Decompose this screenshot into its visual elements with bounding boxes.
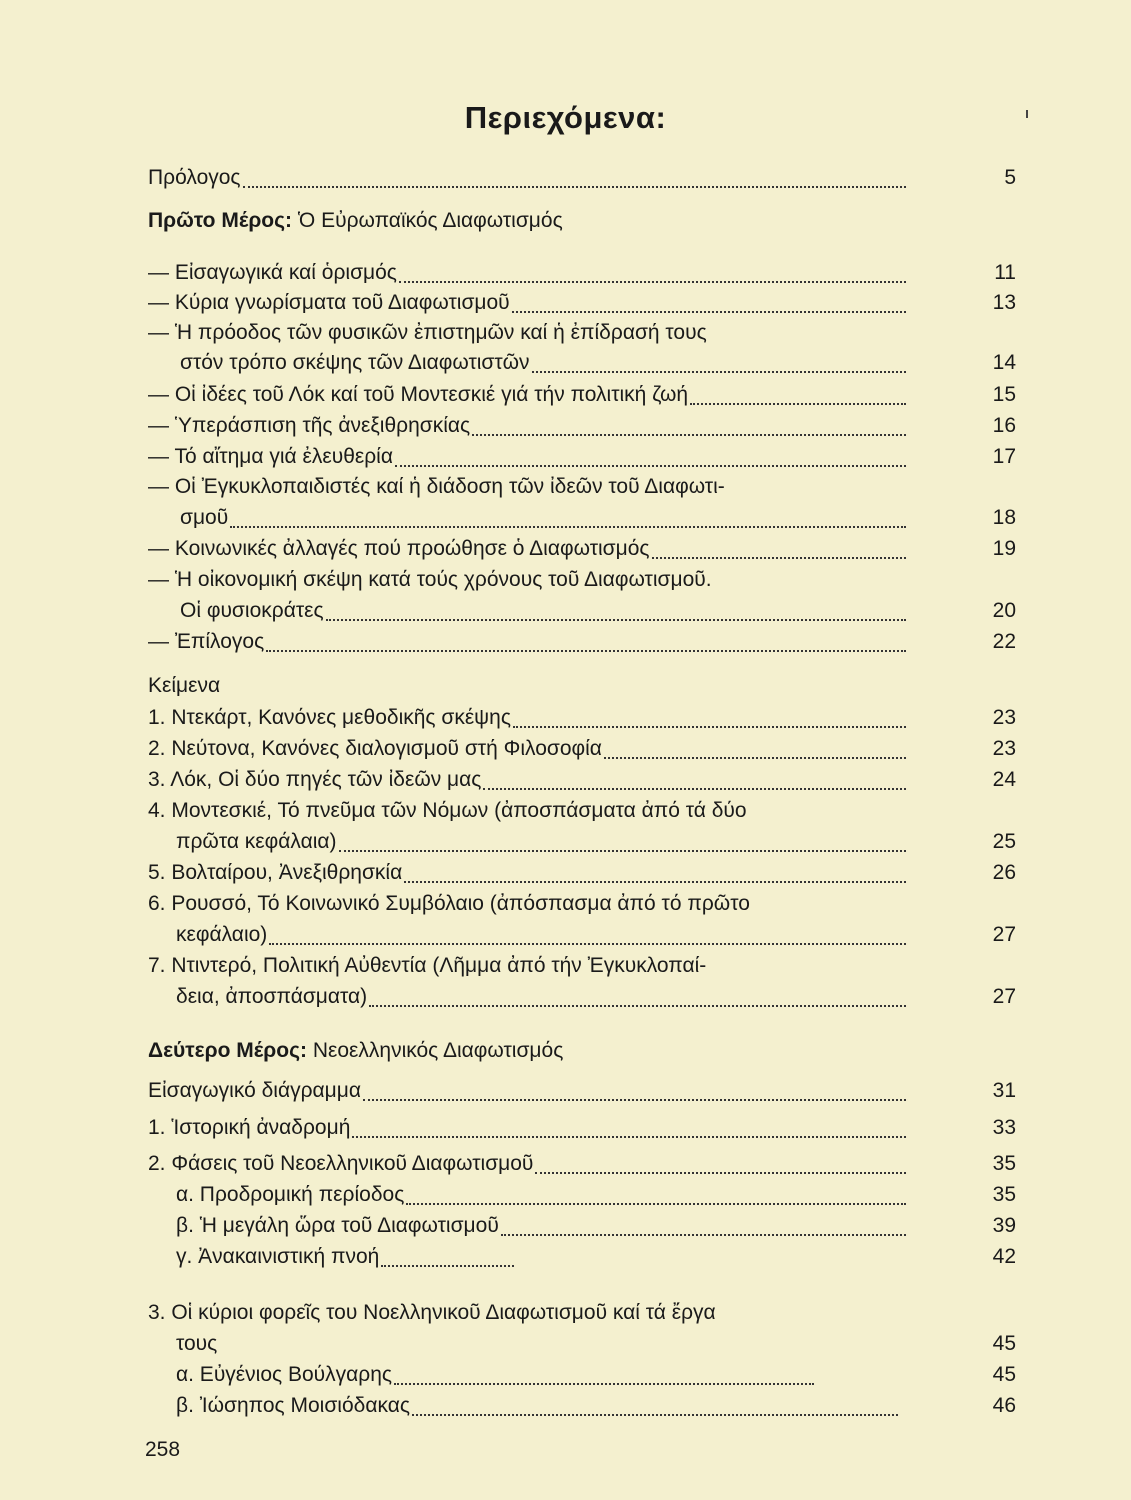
toc-entry xyxy=(148,858,908,888)
entry-text: στόν τρόπο σκέψης τῶν Διαφωτιστῶν xyxy=(180,351,530,374)
page-number: 13 xyxy=(992,291,1016,314)
texts-heading: Κείμενα xyxy=(148,674,221,697)
toc-entry-line1: 6. Ρουσσό, Τό Κοινωνικό Συμβόλαιο (ἀπόσπασμα ἀπό τό πρῶτο xyxy=(148,892,750,915)
leader-dots xyxy=(513,725,906,728)
page-number: 35 xyxy=(992,1183,1016,1206)
entry-text: 2. Νεύτονα, Κανόνες διαλογισμοῦ στή Φιλοσοφία xyxy=(148,737,602,760)
leader-dots xyxy=(326,618,906,621)
page-number: 17 xyxy=(992,445,1016,468)
entry-text: Εἰσαγωγικό διάγραμμα xyxy=(148,1079,362,1102)
leader-dots xyxy=(604,756,906,759)
toc-entry xyxy=(176,1211,908,1241)
entry-text: — Οἱ ἰδέες τοῦ Λόκ καί τοῦ Μοντεσκιέ γιά τήν πολιτική ζωή xyxy=(148,383,689,406)
toc-entry xyxy=(176,1180,908,1210)
page-number: 35 xyxy=(992,1152,1016,1175)
leader-dots xyxy=(535,1171,906,1174)
page-number: 16 xyxy=(992,414,1016,437)
leader-dots xyxy=(339,849,906,852)
page-number: 15 xyxy=(992,383,1016,406)
entry-text: σμοῦ xyxy=(180,506,229,529)
page-number: 23 xyxy=(992,706,1016,729)
toc-entry xyxy=(148,380,908,410)
entry-text: Πρόλογος xyxy=(148,166,241,189)
leader-dots xyxy=(483,787,906,790)
toc-entry-line1: — Ἡ πρόοδος τῶν φυσικῶν ἐπιστημῶν καί ἡ ἐπίδρασή τους xyxy=(148,321,707,344)
toc-entry xyxy=(148,442,908,472)
entry-text: α. Προδρομική περίοδος xyxy=(176,1183,405,1206)
toc-entry xyxy=(176,1360,816,1390)
entry-text: 1. Ἱστορική ἀναδρομή xyxy=(148,1116,351,1139)
part1-heading xyxy=(148,206,563,236)
entry-text: — Τό αἴτημα γιά ἐλευθερία xyxy=(148,445,393,468)
part2-heading-bold: Δεύτερο Μέρος: xyxy=(148,1039,307,1062)
page-number: 20 xyxy=(992,599,1016,622)
entry-text: β. Ἡ μεγάλη ὥρα τοῦ Διαφωτισμοῦ xyxy=(176,1214,499,1237)
page-number: 5 xyxy=(1004,166,1016,189)
leader-dots xyxy=(472,433,906,436)
folio-page-number: 258 xyxy=(145,1438,181,1461)
toc-entry-prologue xyxy=(148,163,908,193)
page-number: 26 xyxy=(992,861,1016,884)
page-number: 45 xyxy=(992,1363,1016,1386)
leader-dots xyxy=(269,942,906,945)
toc-entry-line1: — Ἡ οἰκονομική σκέψη κατά τούς χρόνους τοῦ Διαφωτισμοῦ. xyxy=(148,568,712,591)
entry-text: Οἱ φυσιοκράτες xyxy=(180,599,324,622)
page-number: 23 xyxy=(992,737,1016,760)
toc-entry-line2 xyxy=(176,982,908,1012)
leader-dots xyxy=(352,1135,906,1138)
part1-heading-bold: Πρῶτο Μέρος: xyxy=(148,209,293,232)
toc-entry xyxy=(148,734,908,764)
toc-entry xyxy=(148,703,908,733)
leader-dots xyxy=(381,1264,514,1267)
entry-text: κεφάλαιο) xyxy=(176,923,268,946)
page-number: 25 xyxy=(992,830,1016,853)
leader-dots xyxy=(532,370,906,373)
page-number: 27 xyxy=(992,923,1016,946)
leader-dots xyxy=(363,1098,906,1101)
toc-entry xyxy=(148,411,908,441)
entry-text: β. Ἰώσηπος Μοισιόδακας xyxy=(176,1394,410,1417)
toc-entry-line2 xyxy=(180,596,908,626)
leader-dots xyxy=(406,1202,906,1205)
entry-text: 1. Ντεκάρτ, Κανόνες μεθοδικῆς σκέψης xyxy=(148,706,511,729)
toc-entry xyxy=(148,627,908,657)
entry-text: α. Εὐγένιος Βούλγαρης xyxy=(176,1363,393,1386)
entry-text: — Εἰσαγωγικά καί ὁρισμός xyxy=(148,261,397,284)
part2-heading xyxy=(148,1036,563,1066)
entry-text: — Ὑπεράσπιση τῆς ἀνεξιθρησκίας xyxy=(148,414,471,437)
part1-heading-rest: Ὁ Εὐρωπαϊκός Διαφωτισμός xyxy=(292,209,563,232)
leader-dots xyxy=(395,464,906,467)
page-number: 31 xyxy=(992,1079,1016,1102)
page-number: 33 xyxy=(992,1116,1016,1139)
toc-entry-line1: 4. Μοντεσκιέ, Τό πνεῦμα τῶν Νόμων (ἀποσπάσματα ἀπό τά δύο xyxy=(148,799,747,822)
page-number: 27 xyxy=(992,985,1016,1008)
toc-entry-line1: — Οἱ Ἐγκυκλοπαιδιστές καί ἡ διάδοση τῶν ἰδεῶν τοῦ Διαφωτι- xyxy=(148,475,725,498)
leader-dots xyxy=(501,1233,906,1236)
toc-entry xyxy=(148,288,908,318)
leader-dots xyxy=(230,525,906,528)
leader-dots xyxy=(690,402,906,405)
entry-text: — Ἐπίλογος xyxy=(148,630,265,653)
page-number: 11 xyxy=(994,261,1016,284)
toc-entry xyxy=(176,1391,900,1421)
toc-entry xyxy=(148,258,908,288)
toc-entry-line2 xyxy=(180,503,908,533)
entry-text: — Κύρια γνωρίσματα τοῦ Διαφωτισμοῦ xyxy=(148,291,510,314)
page-number: 46 xyxy=(992,1394,1016,1417)
page-number: 42 xyxy=(992,1245,1016,1268)
leader-dots xyxy=(412,1413,898,1416)
entry-text: 3. Λόκ, Οἱ δύο πηγές τῶν ἰδεῶν μας xyxy=(148,768,482,791)
toc-entry xyxy=(148,1113,908,1143)
page-number: 14 xyxy=(992,351,1016,374)
page-number: 22 xyxy=(992,630,1016,653)
page-number: 18 xyxy=(992,506,1016,529)
page-number: 24 xyxy=(992,768,1016,791)
toc-entry xyxy=(148,1076,908,1106)
toc-entry-line2: τους xyxy=(176,1332,218,1355)
toc-entry xyxy=(148,765,908,795)
page-number: 39 xyxy=(992,1214,1016,1237)
part2-heading-rest: Νεοελληνικός Διαφωτισμός xyxy=(306,1039,564,1062)
entry-text: — Κοινωνικές ἀλλαγές πού προώθησε ὁ Διαφωτισμός xyxy=(148,537,650,560)
toc-entry-line2 xyxy=(180,348,908,378)
page-number: 19 xyxy=(992,537,1016,560)
toc-entry-line1: 3. Οἱ κύριοι φορεῖς του Νοελληνικοῦ Διαφωτισμοῦ καί τά ἔργα xyxy=(148,1301,716,1324)
toc-entry xyxy=(148,1149,908,1179)
toc-entry-line1: 7. Ντιντερό, Πολιτική Αὐθεντία (Λῆμμα ἀπό τήν Ἐγκυκλοπαί- xyxy=(148,954,707,977)
toc-entry-line2 xyxy=(176,920,908,950)
page-number: 45 xyxy=(992,1332,1016,1355)
leader-dots xyxy=(399,280,906,283)
entry-text: 5. Βολταίρου, Ἀνεξιθρησκία xyxy=(148,861,403,884)
leader-dots xyxy=(243,185,906,188)
leader-dots xyxy=(266,649,906,652)
leader-dots xyxy=(404,880,906,883)
page-title: Περιεχόμενα: xyxy=(464,100,667,135)
entry-text: 2. Φάσεις τοῦ Νεοελληνικοῦ Διαφωτισμοῦ xyxy=(148,1152,534,1175)
leader-dots xyxy=(394,1382,814,1385)
toc-entry xyxy=(148,534,908,564)
leader-dots xyxy=(369,1004,906,1007)
toc-entry xyxy=(176,1242,516,1272)
entry-text: πρῶτα κεφάλαια) xyxy=(176,830,337,853)
leader-dots xyxy=(652,556,906,559)
toc-entry-line2 xyxy=(176,827,908,857)
entry-text: δεια, ἀποσπάσματα) xyxy=(176,985,368,1008)
leader-dots xyxy=(512,310,906,313)
entry-text: γ. Ἀνακαινιστική πνοή xyxy=(176,1245,380,1268)
